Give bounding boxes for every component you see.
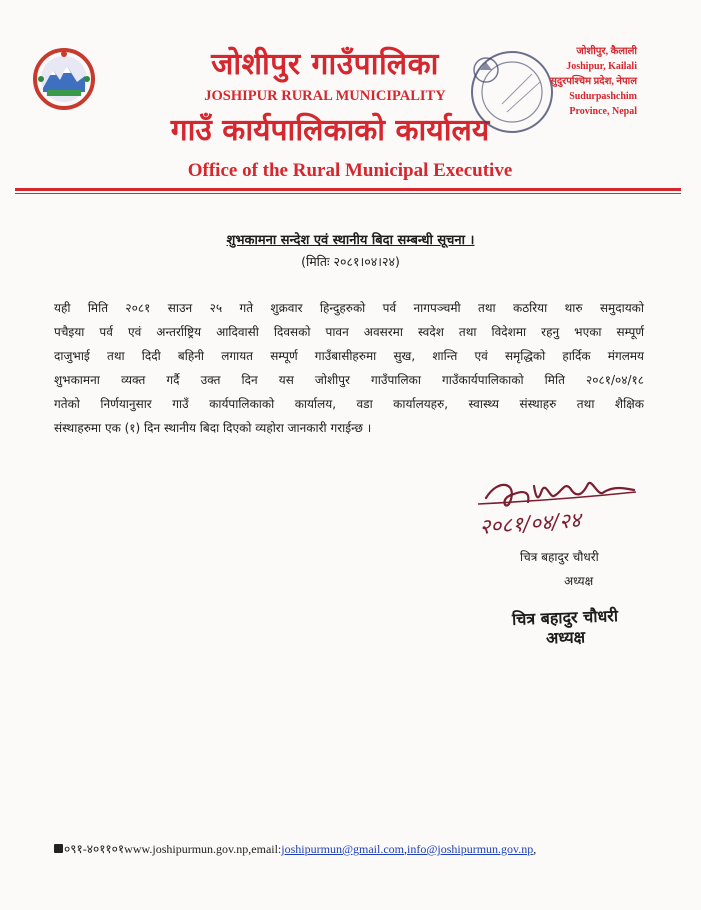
municipality-name-nepali: जोशीपुर गाउँपालिका [211, 47, 439, 82]
footer-suffix: , [533, 842, 537, 856]
official-stamp [462, 44, 562, 144]
header-divider-thin [15, 193, 681, 194]
notice-body [54, 296, 644, 440]
municipality-name-english: JOSHIPUR RURAL MUNICIPALITY [204, 88, 446, 104]
title-stamp: अध्यक्ष [545, 627, 586, 648]
coat-of-arms-emblem [33, 48, 95, 110]
body-line: शुभकामना व्यक्त गर्दै उक्त दिन यस जोशीपुर गाउँपालिका गाउँकार्यपालिकाको मिति २०८१/०४/१८ [54, 373, 644, 387]
body-line: गतेको निर्णयानुसार गाउँ कार्यपालिकाको कार्यालय, वडा कार्यालयहरु, स्वास्थ्य संस्थाहरु तथा शैक्षिक [54, 397, 644, 411]
body-line: संस्थाहरुमा एक (१) दिन स्थानीय बिदा दिएको व्यहोरा जानकारी गराईन्छ । [54, 421, 372, 435]
body-line: यही मिति २०८१ साउन २५ गते शुक्रवार हिन्दुहरुको पर्व नागपञ्चमी तथा कठरिया थारु समुदायको [54, 301, 644, 315]
handwritten-signature [458, 468, 648, 548]
signer-title: अध्यक्ष [564, 574, 594, 588]
contact-footer [54, 840, 536, 857]
phone-number: ०९१-४०११०१ [64, 842, 125, 856]
address-line: Joshipur, Kailali [566, 61, 637, 72]
signature-date: २०८१/०४/२४ [478, 507, 582, 539]
signer-name: चित्र बहादुर चौधरी [520, 550, 599, 564]
notice-date: (मितिः २०८१।०४।२४) [301, 254, 400, 269]
body-line: दाजुभाई तथा दिदी बहिनी लगायत सम्पूर्ण गाउँबासीहरुमा सुख, शान्ति एवं समृद्धिको हार्दिक मंगलमय [54, 349, 644, 363]
header-divider-thick [15, 188, 681, 191]
office-name-english: Office of the Rural Municipal Executive [187, 160, 513, 181]
telephone-icon [54, 844, 63, 853]
email-link-primary[interactable]: joshipurmun@gmail.com [281, 842, 404, 856]
name-stamp: चित्र बहादुर चौधरी [511, 606, 619, 629]
website-text: www.joshipurmun.gov.np,email: [124, 842, 282, 856]
address-line: सुदुरपश्चिम प्रदेश, नेपाल [550, 76, 637, 87]
notice-subject: शुभकामना सन्देश एवं स्थानीय बिदा सम्बन्धी सूचना । [226, 233, 475, 248]
office-address-block [550, 44, 637, 119]
office-name-nepali: गाउँ कार्यपालिकाको कार्यालय [170, 113, 490, 148]
address-line: Province, Nepal [569, 106, 637, 117]
separator: , [404, 842, 407, 856]
email-link-info[interactable]: info@joshipurmun.gov.np [407, 842, 534, 856]
address-line: जोशीपुर, कैलाली [576, 46, 637, 57]
address-line: Sudurpashchim [569, 91, 637, 102]
body-line: पचैइया पर्व एवं अन्तर्राष्ट्रिय आदिवासी दिवसको पावन अवसरमा स्वदेश तथा विदेशमा रहनु भएका सम्पूर्ण [54, 325, 644, 339]
